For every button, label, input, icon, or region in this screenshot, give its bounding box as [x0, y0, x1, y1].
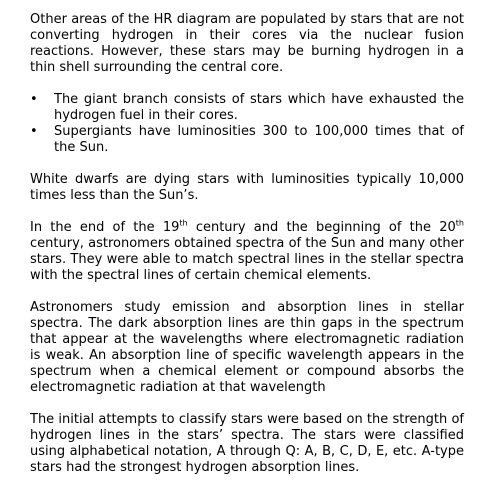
paragraph-absorption-lines: Astronomers study emission and absorption lines in stellar spectra. The dark absorption lines are thin gaps in the spectrum that appear at the wavelengths where electromagnetic radiation is weak. An absorption line of specific wavelength appears in the spectrum when a chemical element or compound absorbs the electromagnetic radiation at that wavelength [30, 300, 464, 395]
bullet-list [30, 92, 464, 156]
document-body [30, 12, 464, 476]
paragraph-hr-diagram: Other areas of the HR diagram are populated by stars that are not converting hydrogen in their cores via the nuclear fusion reactions. However, these stars may be burning hydrogen in a thin shell surrounding the central core. [30, 12, 464, 75]
paragraph-white-dwarfs: White dwarfs are dying stars with luminosities typically 10,000 times less than the Sun’s. [30, 172, 464, 203]
list-item-text: Supergiants have luminosities 300 to 100,000 times that of the Sun. [54, 124, 464, 155]
paragraph-classification: The initial attempts to classify stars were based on the strength of hydrogen lines in the stars’ spectra. The stars were classified using alphabetical notation, A through Q: A, B, C, D, E, etc. A-type stars had the strongest hydrogen absorption lines. [30, 412, 464, 475]
list-item-text: The giant branch consists of stars which have exhausted the hydrogen fuel in their cores. [54, 92, 464, 123]
text-run: In the end of the 19 [30, 220, 180, 235]
list-item [30, 124, 464, 156]
superscript: th [179, 218, 188, 228]
text-run: century and the beginning of the 20 [187, 220, 456, 235]
text-run: century, astronomers obtained spectra of the Sun and many other stars. They were able to match spectral lines in the stellar spectra with the spectral lines of certain chemical elements. [30, 236, 464, 283]
bullet-icon: • [30, 124, 38, 139]
paragraph-spectra-history [30, 220, 464, 284]
bullet-icon: • [30, 92, 38, 107]
list-item [30, 92, 464, 124]
superscript: th [455, 218, 464, 228]
